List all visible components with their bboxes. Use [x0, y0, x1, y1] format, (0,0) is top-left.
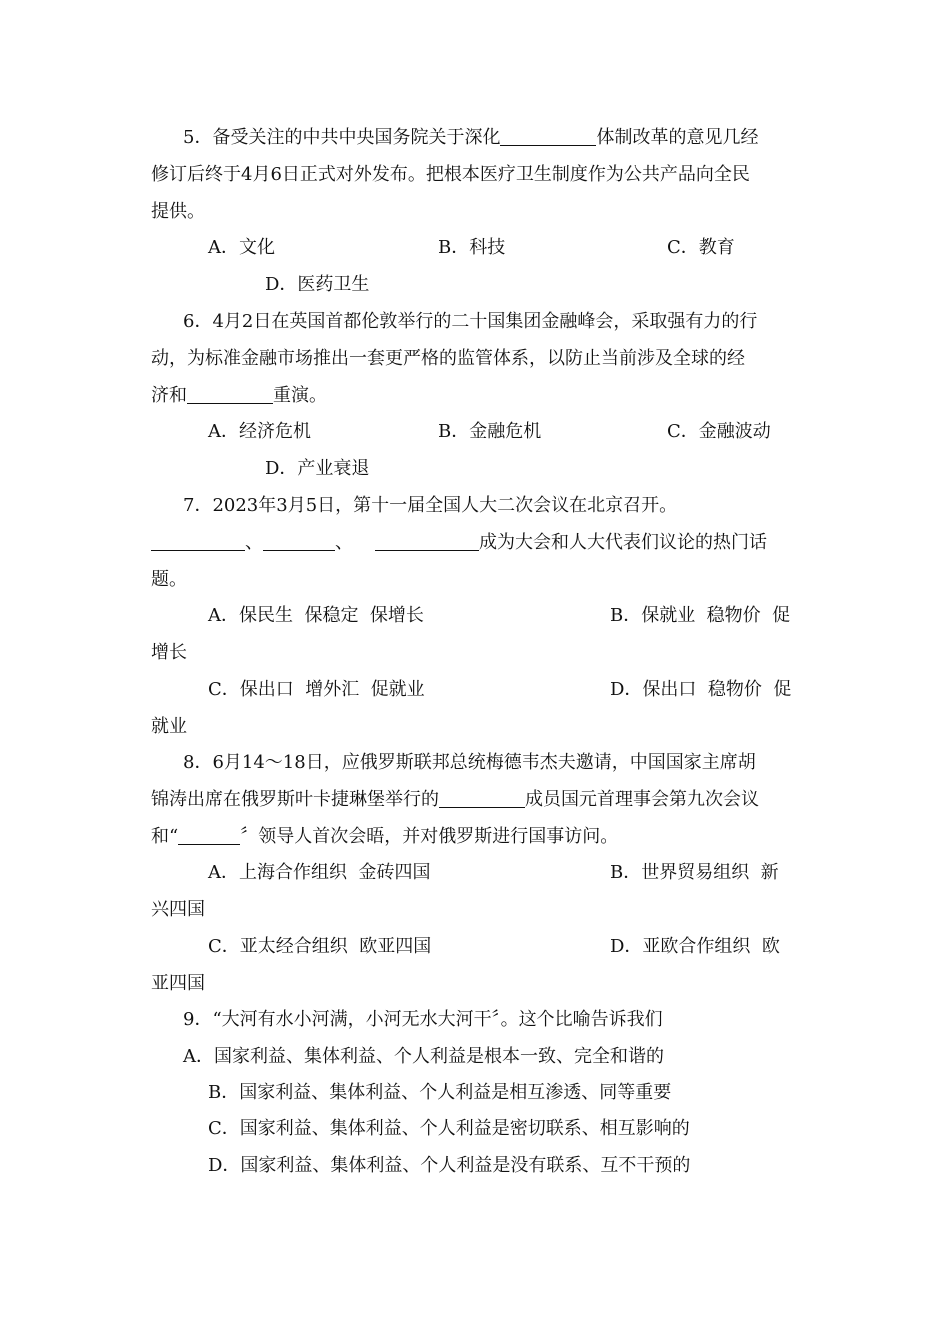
option-a[interactable]: A．文化	[208, 237, 275, 258]
option-a[interactable]: A．国家利益、集体利益、个人利益是根本一致、完全和谐的	[183, 1046, 664, 1067]
option-d-continued: 亚四国	[151, 973, 205, 994]
question-8-stem-line-3: 和“ 〞领导人首次会晤，并对俄罗斯进行国事访问。	[151, 826, 619, 847]
option-c[interactable]: C．保出口 增外汇 促就业	[208, 679, 425, 700]
option-b[interactable]: B．保就业 稳物价 促	[610, 605, 791, 626]
option-d[interactable]: D．国家利益、集体利益、个人利益是没有联系、互不干预的	[208, 1155, 691, 1176]
option-c[interactable]: C．教育	[667, 237, 735, 258]
question-7-stem-line-3: 题。	[151, 569, 187, 590]
question-8-stem-line-2: 锦涛出席在俄罗斯叶卡捷琳堡举行的 成员国元首理事会第九次会议	[151, 789, 759, 810]
option-d[interactable]: D．医药卫生	[265, 274, 370, 295]
option-b[interactable]: B．科技	[438, 237, 506, 258]
answer-blank	[187, 385, 273, 404]
option-d[interactable]: D．亚欧合作组织 欧	[610, 936, 780, 957]
option-b-continued: 增长	[151, 642, 187, 663]
option-a[interactable]: A．上海合作组织 金砖四国	[208, 862, 431, 883]
answer-blank	[178, 826, 240, 845]
answer-blank	[500, 127, 596, 146]
question-5-stem-line-3: 提供。	[151, 201, 205, 222]
answer-blank	[375, 532, 479, 551]
option-d[interactable]: D．产业衰退	[265, 458, 370, 479]
question-6-stem-line-1: 6．4月2日在英国首都伦敦举行的二十国集团金融峰会，采取强有力的行	[183, 311, 758, 332]
option-a[interactable]: A．保民生 保稳定 保增长	[208, 605, 424, 626]
question-6-stem-line-2: 动，为标准金融市场推出一套更严格的监管体系，以防止当前涉及全球的经	[151, 348, 745, 369]
option-a[interactable]: A．经济危机	[208, 421, 311, 442]
question-7-stem-line-1: 7．2023年3月5日，第十一届全国人大二次会议在北京召开。	[183, 495, 678, 516]
question-7-stem-line-2: 、 、 成为大会和人大代表们议论的热门话	[151, 532, 767, 554]
option-b[interactable]: B．国家利益、集体利益、个人利益是相互渗透、同等重要	[208, 1082, 672, 1103]
question-5-stem-line-2: 修订后终于4月6日正式对外发布。把根本医疗卫生制度作为公共产品向全民	[151, 164, 750, 185]
option-c[interactable]: C．金融波动	[667, 421, 771, 442]
option-d[interactable]: D．保出口 稳物价 促	[610, 679, 792, 700]
option-c[interactable]: C．亚太经合组织 欧亚四国	[208, 936, 432, 957]
option-d-continued: 就业	[151, 716, 187, 737]
option-b[interactable]: B．金融危机	[438, 421, 542, 442]
question-6-stem-line-3: 济和 重演。	[151, 385, 327, 406]
option-b-continued: 兴四国	[151, 899, 205, 920]
answer-blank	[439, 789, 525, 808]
answer-blank	[263, 532, 335, 551]
question-9-stem: 9．“大河有水小河满，小河无水大河干〞。这个比喻告诉我们	[183, 1009, 663, 1030]
question-5-stem-line-1: 5．备受关注的中共中央国务院关于深化 体制改革的意见几经	[183, 127, 759, 148]
option-b[interactable]: B．世界贸易组织 新	[610, 862, 779, 883]
question-8-stem-line-1: 8．6月14～18日，应俄罗斯联邦总统梅德韦杰夫邀请，中国国家主席胡	[183, 752, 756, 773]
option-c[interactable]: C．国家利益、集体利益、个人利益是密切联系、相互影响的	[208, 1118, 690, 1139]
answer-blank	[151, 532, 245, 551]
